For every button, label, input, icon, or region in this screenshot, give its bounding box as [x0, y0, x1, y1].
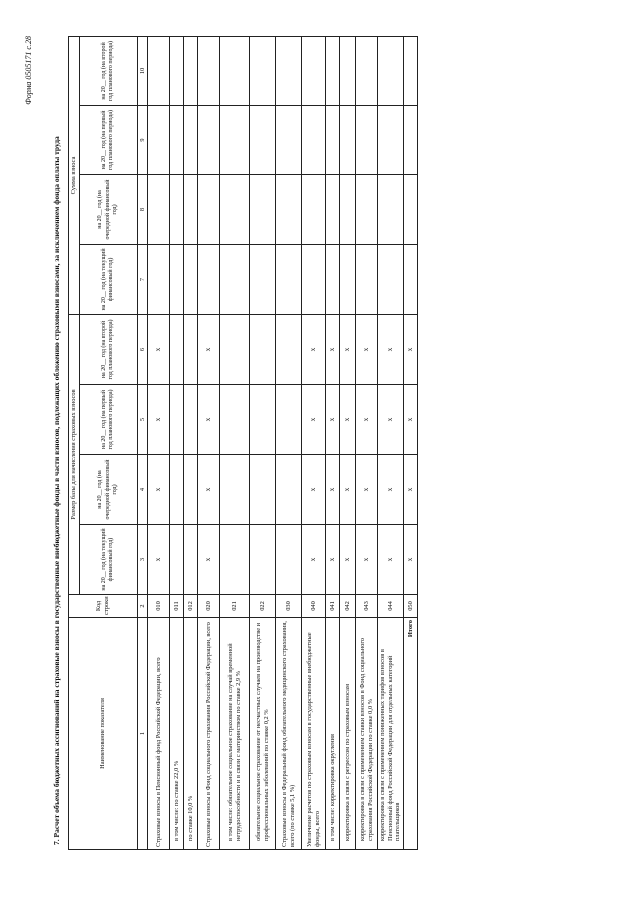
table-row	[184, 36, 198, 849]
sum-cell	[276, 244, 302, 314]
sum-cell	[356, 174, 378, 244]
row-code: 012	[184, 595, 198, 618]
x-mark: x	[356, 385, 378, 455]
base-cell	[220, 525, 250, 595]
sum-cell	[404, 105, 418, 174]
x-mark: x	[302, 455, 326, 525]
sum-cell	[326, 244, 340, 314]
x-mark: x	[340, 385, 356, 455]
x-mark: x	[356, 314, 378, 384]
x-mark: x	[148, 385, 170, 455]
sum-cell	[170, 105, 184, 174]
col-number: 10	[137, 36, 148, 105]
header-period-current: на 20__ год (на текущий финансовый год)	[79, 244, 137, 314]
section-title: 7. Расчет объема бюджетных ассигнований на страховые взносы в государственные внебюджетные фонды в части взносов, подлежащих обложению страховыми взносами, за исключением фонда оплаты труда	[52, 136, 61, 845]
base-cell	[184, 455, 198, 525]
sum-cell	[170, 36, 184, 105]
base-cell	[250, 455, 276, 525]
x-mark: x	[340, 455, 356, 525]
sum-cell	[184, 174, 198, 244]
sum-cell	[378, 244, 404, 314]
row-name: корректировка в связи с применением пониженных тарифов взносов в Пенсионный фонд Российской Федерации для отдельных категорий плательщиков	[378, 618, 404, 850]
sum-cell	[276, 105, 302, 174]
sum-cell	[340, 174, 356, 244]
sum-cell	[250, 36, 276, 105]
contributions-table	[68, 36, 418, 850]
x-mark: x	[326, 455, 340, 525]
base-cell	[170, 314, 184, 384]
row-code: 041	[326, 595, 340, 618]
table-row	[340, 36, 356, 849]
row-name: корректировка в связи с применением ставки взносов в Фонд социального страхования Российской Федерации по ставке 0,0 %	[356, 618, 378, 850]
table-row	[198, 36, 220, 849]
row-code: 010	[148, 595, 170, 618]
x-mark: x	[302, 525, 326, 595]
col-number: 2	[137, 595, 148, 618]
row-code: 044	[378, 595, 404, 618]
sum-cell	[170, 244, 184, 314]
sum-cell	[250, 105, 276, 174]
x-mark: x	[404, 525, 418, 595]
sum-cell	[148, 244, 170, 314]
col-number: 5	[137, 385, 148, 455]
sum-cell	[184, 105, 198, 174]
header-period-current: на 20__ год (на текущий финансовый год)	[79, 525, 137, 595]
base-cell	[184, 385, 198, 455]
sum-cell	[198, 105, 220, 174]
sum-cell	[184, 244, 198, 314]
row-code: 040	[302, 595, 326, 618]
col-number: 7	[137, 244, 148, 314]
col-number: 3	[137, 525, 148, 595]
base-cell	[220, 385, 250, 455]
row-name: корректировка в связи с регрессом по страховым взносам	[340, 618, 356, 850]
sum-cell	[356, 36, 378, 105]
sum-cell	[340, 105, 356, 174]
sum-cell	[302, 174, 326, 244]
table-body	[148, 36, 418, 849]
base-cell	[250, 385, 276, 455]
sum-cell	[340, 36, 356, 105]
base-cell	[184, 525, 198, 595]
x-mark: x	[340, 525, 356, 595]
row-name: Страховые взносы в Фонд социального страхования Российской Федерации, всего	[198, 618, 220, 850]
col-number: 9	[137, 105, 148, 174]
base-cell	[250, 314, 276, 384]
base-cell	[276, 525, 302, 595]
row-name: Страховые взносы в Федеральный фонд обязательного медицинского страхования, всего (по ставке 5,1 %)	[276, 618, 302, 850]
x-mark: x	[198, 455, 220, 525]
row-name: Страховые взносы в Пенсионный фонд Российской Федерации, всего	[148, 618, 170, 850]
table-row	[170, 36, 184, 849]
sum-cell	[184, 36, 198, 105]
table-row	[276, 36, 302, 849]
x-mark: x	[148, 525, 170, 595]
sum-cell	[198, 36, 220, 105]
sum-cell	[378, 105, 404, 174]
sum-cell	[302, 105, 326, 174]
sum-cell	[148, 105, 170, 174]
sum-cell	[356, 244, 378, 314]
x-mark: x	[404, 455, 418, 525]
sum-cell	[378, 174, 404, 244]
sum-cell	[250, 244, 276, 314]
x-mark: x	[404, 385, 418, 455]
header-period-second: на 20__ год (на второй год планового периода)	[79, 36, 137, 105]
base-cell	[220, 455, 250, 525]
header-period-next: на 20__ год (на очередной финансовый год)	[79, 174, 137, 244]
x-mark: x	[198, 385, 220, 455]
sum-cell	[404, 244, 418, 314]
x-mark: x	[378, 314, 404, 384]
table-row	[148, 36, 170, 849]
header-base-group: Размер базы для начисления страховых взносов	[69, 314, 80, 594]
base-cell	[250, 525, 276, 595]
x-mark: x	[148, 455, 170, 525]
base-cell	[220, 314, 250, 384]
x-mark: x	[404, 314, 418, 384]
header-period-next: на 20__ год (на очередной финансовый год)	[79, 455, 137, 525]
x-mark: x	[326, 525, 340, 595]
row-code: 020	[198, 595, 220, 618]
sum-cell	[198, 244, 220, 314]
col-number: 1	[137, 618, 148, 850]
x-mark: x	[378, 525, 404, 595]
row-code: 043	[356, 595, 378, 618]
sum-cell	[170, 174, 184, 244]
x-mark: x	[378, 385, 404, 455]
base-cell	[276, 385, 302, 455]
row-code: 050	[404, 595, 418, 618]
header-sum-group: Сумма взноса	[69, 36, 80, 314]
sum-cell	[148, 174, 170, 244]
sum-cell	[220, 174, 250, 244]
row-code: 011	[170, 595, 184, 618]
row-name: в том числе: обязательное социальное страхование на случай временной нетрудоспособности и в связи с материнством по ставке 2,9 %	[220, 618, 250, 850]
table-row	[250, 36, 276, 849]
x-mark: x	[198, 525, 220, 595]
sum-cell	[356, 105, 378, 174]
sum-cell	[404, 174, 418, 244]
sum-cell	[378, 36, 404, 105]
base-cell	[276, 314, 302, 384]
header-period-first: на 20__ год (на первый год планового периода)	[79, 105, 137, 174]
sum-cell	[276, 174, 302, 244]
table-row	[378, 36, 404, 849]
sum-cell	[220, 244, 250, 314]
sum-cell	[326, 174, 340, 244]
row-code: 022	[250, 595, 276, 618]
row-code: 030	[276, 595, 302, 618]
table-row	[404, 36, 418, 849]
row-name: Итого	[404, 618, 418, 850]
row-name: по ставке 10,0 %	[184, 618, 198, 850]
table-row	[220, 36, 250, 849]
base-cell	[276, 455, 302, 525]
sum-cell	[340, 244, 356, 314]
sum-cell	[148, 36, 170, 105]
sum-cell	[326, 36, 340, 105]
table-row	[326, 36, 340, 849]
x-mark: x	[378, 455, 404, 525]
form-code: Форма 0505171 с.28	[24, 36, 33, 105]
base-cell	[170, 525, 184, 595]
sum-cell	[326, 105, 340, 174]
base-cell	[184, 314, 198, 384]
sum-cell	[220, 105, 250, 174]
x-mark: x	[356, 525, 378, 595]
base-cell	[170, 385, 184, 455]
sum-cell	[302, 244, 326, 314]
table-row	[356, 36, 378, 849]
header-period-first: на 20__ год (на первый год планового периода)	[79, 385, 137, 455]
sum-cell	[404, 36, 418, 105]
x-mark: x	[326, 385, 340, 455]
row-name: Увеличение расчетов по страховым взносам в государственные внебюджетные фонды, всего	[302, 618, 326, 850]
row-name: обязательное социальное страхование от несчастных случаев на производстве и профессиональных заболеваний по ставке 0,2 %	[250, 618, 276, 850]
x-mark: x	[356, 455, 378, 525]
x-mark: x	[302, 385, 326, 455]
row-code: 042	[340, 595, 356, 618]
col-number: 4	[137, 455, 148, 525]
sum-cell	[276, 36, 302, 105]
table-row	[302, 36, 326, 849]
base-cell	[170, 455, 184, 525]
x-mark: x	[302, 314, 326, 384]
x-mark: x	[340, 314, 356, 384]
sum-cell	[198, 174, 220, 244]
x-mark: x	[326, 314, 340, 384]
x-mark: x	[198, 314, 220, 384]
row-code: 021	[220, 595, 250, 618]
header-code: Код строки	[69, 595, 138, 618]
col-number: 6	[137, 314, 148, 384]
row-name: в том числе: по ставке 22,0 %	[170, 618, 184, 850]
x-mark: x	[148, 314, 170, 384]
sum-cell	[220, 36, 250, 105]
col-number: 8	[137, 174, 148, 244]
header-name: Наименование показателя	[69, 618, 138, 850]
header-period-second: на 20__ год (на второй год планового периода)	[79, 314, 137, 384]
row-name: в том числе: корректировка округления	[326, 618, 340, 850]
sum-cell	[302, 36, 326, 105]
sum-cell	[250, 174, 276, 244]
